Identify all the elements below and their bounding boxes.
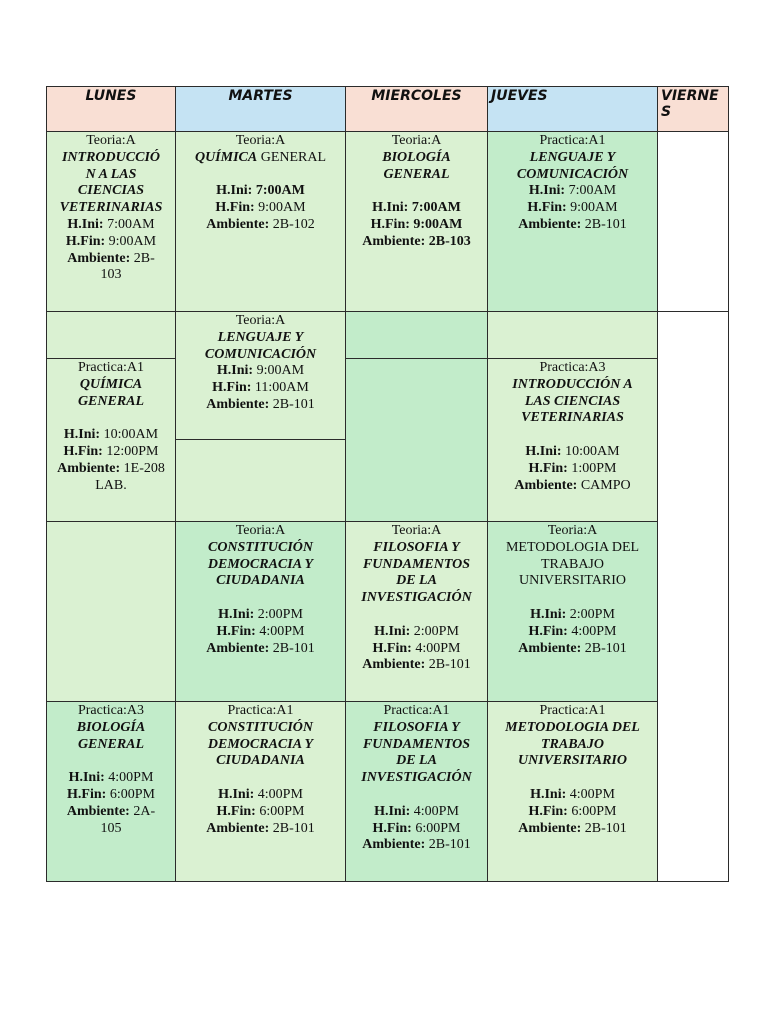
end-label: H.Fin: <box>372 820 412 836</box>
class-type: Practica:A3 <box>77 703 145 718</box>
room-continued: LAB. <box>95 477 127 493</box>
room <box>488 821 657 838</box>
start-label: H.Ini: <box>216 183 253 199</box>
course-name-line: TRABAJO <box>540 736 604 752</box>
start-label: H.Ini: <box>216 363 254 379</box>
start-value: 4:00PM <box>108 770 154 786</box>
start-label: H.Ini: <box>63 427 101 443</box>
start-value: 9:00AM <box>256 363 305 379</box>
end-time <box>176 380 345 397</box>
header-lunes: LUNES <box>46 86 176 132</box>
class-type: Practica:A1 <box>227 703 294 718</box>
course-name-line: FILOSOFIA Y <box>373 719 460 735</box>
end-time <box>346 217 487 234</box>
start-label: H.Ini: <box>372 200 409 216</box>
start-label: H.Ini: <box>218 606 255 622</box>
room-label: Ambiente: <box>206 820 270 836</box>
end-value: 9:00AM <box>108 233 157 249</box>
course-name-line: LENGUAJE Y <box>217 329 304 345</box>
room-value: 2A- <box>133 803 156 819</box>
start-time <box>176 607 345 624</box>
martes-empty-1 <box>175 439 346 522</box>
start-time <box>47 427 175 444</box>
start-value: 10:00AM <box>565 443 620 459</box>
header-jueves: JUEVES <box>487 86 658 132</box>
room-value: 2B-101 <box>584 640 627 656</box>
course-name-line: TRABAJO <box>540 556 604 572</box>
course-name-line: BIOLOGÍA <box>76 719 146 735</box>
start-label: H.Ini: <box>67 216 104 232</box>
class-type: Teoria:A <box>391 133 442 148</box>
end-value: 11:00AM <box>254 380 309 396</box>
course-name-line: DEMOCRACIA Y <box>207 556 314 572</box>
end-label: H.Fin: <box>63 443 103 459</box>
course-name-line: FUNDAMENTOS <box>362 736 471 752</box>
end-value: 4:00PM <box>415 640 461 656</box>
room <box>346 657 487 674</box>
course-name <box>176 150 345 167</box>
end-time <box>176 624 345 641</box>
viernes-empty-1 <box>657 131 729 312</box>
jueves-class-1 <box>487 131 658 312</box>
end-time <box>488 624 657 641</box>
end-label: H.Fin: <box>372 640 412 656</box>
header-viernes-line2: S <box>661 104 672 120</box>
start-value: 7:00AM <box>107 216 155 232</box>
end-label: H.Fin: <box>370 216 410 232</box>
start-time <box>488 607 657 624</box>
course-name-line: DE LA <box>396 753 437 769</box>
end-time <box>346 641 487 658</box>
room <box>346 837 487 854</box>
end-value: 9:00AM <box>570 200 618 216</box>
martes-class-1 <box>175 131 346 312</box>
course-name-line: GENERAL <box>383 166 450 182</box>
start-label: H.Ini: <box>68 770 105 786</box>
start-value: 7:00AM <box>411 200 461 216</box>
start-label: H.Ini: <box>530 606 567 622</box>
room-value: 1E-208 <box>123 460 165 476</box>
lunes-class-1 <box>46 131 176 312</box>
end-label: H.Fin: <box>216 623 256 639</box>
start-time <box>47 217 175 234</box>
start-value: 2:00PM <box>257 606 303 622</box>
course-name-line: COMUNICACIÓN <box>204 346 317 362</box>
course-name-line: UNIVERSITARIO <box>519 573 626 589</box>
lunes-class-2 <box>46 358 176 522</box>
start-time <box>176 363 345 380</box>
room <box>176 217 345 234</box>
end-time <box>176 804 345 821</box>
start-value: 4:00PM <box>569 786 615 802</box>
lunes-empty-1 <box>46 311 176 359</box>
course-name-line: INVESTIGACIÓN <box>361 590 472 606</box>
course-name-line: GENERAL <box>77 736 145 752</box>
room <box>488 217 657 234</box>
room-label: Ambiente: <box>66 803 130 819</box>
start-value: 7:00AM <box>568 183 617 199</box>
course-name-part: GENERAL <box>260 149 327 165</box>
class-type: Teoria:A <box>86 133 136 148</box>
end-time <box>47 234 175 251</box>
lunes-class-3 <box>46 701 176 882</box>
start-value: 4:00PM <box>413 803 459 819</box>
end-value: 6:00PM <box>415 820 461 836</box>
lunes-empty-2 <box>46 521 176 702</box>
miercoles-empty-2 <box>345 358 488 522</box>
room-value: 2B-101 <box>272 640 315 656</box>
start-value: 4:00PM <box>257 786 303 802</box>
course-name-line: VETERINARIAS <box>521 410 624 426</box>
class-type: Teoria:A <box>547 523 598 538</box>
room-value: 2B-101 <box>584 820 627 836</box>
room <box>176 821 345 838</box>
room-value: 2B-101 <box>272 820 315 836</box>
course-name-line: BIOLOGÍA <box>382 149 451 165</box>
course-name-line: CIUDADANIA <box>216 753 305 769</box>
room-label: Ambiente: <box>57 460 121 476</box>
end-label: H.Fin: <box>528 460 568 476</box>
course-name-line: QUÍMICA <box>79 376 143 392</box>
course-name-line: COMUNICACIÓN <box>516 166 629 182</box>
end-value: 9:00AM <box>413 216 463 232</box>
end-value: 12:00PM <box>106 443 159 459</box>
start-label: H.Ini: <box>218 786 255 802</box>
end-label: H.Fin: <box>528 803 568 819</box>
course-name-line: METODOLOGIA DEL <box>505 539 640 555</box>
end-time <box>47 444 175 461</box>
course-name-line: DE LA <box>396 573 437 589</box>
viernes-empty-2 <box>657 311 729 882</box>
start-time <box>488 444 657 461</box>
room-label: Ambiente: <box>518 640 582 656</box>
end-value: 4:00PM <box>571 623 617 639</box>
room-value: 2B- <box>133 250 155 266</box>
room-continued: 105 <box>100 820 122 836</box>
class-type: Practica:A1 <box>539 703 606 718</box>
course-name-line: METODOLOGIA DEL <box>505 719 640 735</box>
room-label: Ambiente: <box>514 477 578 493</box>
end-time <box>488 461 657 478</box>
martes-class-2 <box>175 311 346 440</box>
start-time <box>346 804 487 821</box>
course-name-line: UNIVERSITARIO <box>518 753 627 769</box>
start-value: 10:00AM <box>103 427 159 443</box>
class-type: Teoria:A <box>235 133 286 148</box>
start-time <box>488 787 657 804</box>
miercoles-empty-1 <box>345 311 488 359</box>
martes-class-3 <box>175 521 346 702</box>
course-name-line: INTRODUCCIÓN A <box>512 376 633 392</box>
course-name-line: CONSTITUCIÓN <box>207 539 313 555</box>
header-martes: MARTES <box>175 86 346 132</box>
start-time <box>176 183 345 200</box>
start-time <box>346 624 487 641</box>
end-value: 9:00AM <box>258 200 306 216</box>
class-type: Practica:A1 <box>77 360 145 375</box>
end-time <box>488 200 657 217</box>
room-label: Ambiente: <box>206 396 270 412</box>
end-label: H.Fin: <box>216 803 256 819</box>
end-time <box>346 821 487 838</box>
class-type: Practica:A3 <box>539 360 606 375</box>
end-label: H.Fin: <box>65 233 106 249</box>
end-value: 6:00PM <box>259 803 305 819</box>
room-label: Ambiente: <box>206 640 270 656</box>
room <box>176 641 345 658</box>
start-label: H.Ini: <box>374 803 411 819</box>
room <box>47 251 175 268</box>
room <box>488 641 657 658</box>
miercoles-class-1 <box>345 131 488 312</box>
room-value: 2B-101 <box>428 837 471 853</box>
room-label: Ambiente: <box>518 216 582 232</box>
room-label: Ambiente: <box>362 657 426 673</box>
start-label: H.Ini: <box>530 786 567 802</box>
end-value: 6:00PM <box>109 786 155 802</box>
course-name-line: FILOSOFIA Y <box>373 539 460 555</box>
room-continued: 103 <box>100 267 122 283</box>
room-label: Ambiente: <box>206 216 270 232</box>
course-name-line: CONSTITUCIÓN <box>207 719 313 735</box>
class-type: Practica:A1 <box>539 133 606 148</box>
room <box>346 234 487 251</box>
header-viernes <box>657 86 729 132</box>
room-label: Ambiente: <box>362 837 426 853</box>
room-label: Ambiente: <box>518 820 582 836</box>
class-type: Teoria:A <box>391 523 442 538</box>
end-value: 6:00PM <box>571 803 617 819</box>
course-name-line: N A LAS <box>85 166 137 182</box>
class-type: Practica:A1 <box>383 703 450 718</box>
course-name-line: INVESTIGACIÓN <box>361 770 472 786</box>
start-value: 7:00AM <box>255 183 305 199</box>
room <box>488 478 657 495</box>
course-name-line: LENGUAJE Y <box>529 149 616 165</box>
end-label: H.Fin: <box>527 200 567 216</box>
end-label: H.Fin: <box>528 623 568 639</box>
end-value: 1:00PM <box>571 460 617 476</box>
end-value: 4:00PM <box>259 623 305 639</box>
header-viernes-line1: VIERNE <box>661 88 719 104</box>
room <box>47 461 175 478</box>
end-label: H.Fin: <box>212 380 252 396</box>
start-time <box>488 183 657 200</box>
course-name-line: CIUDADANIA <box>216 573 305 589</box>
start-label: H.Ini: <box>374 623 411 639</box>
course-name-line: DEMOCRACIA Y <box>207 736 314 752</box>
room-label: Ambiente: <box>67 250 131 266</box>
martes-class-4 <box>175 701 346 882</box>
start-value: 2:00PM <box>569 606 615 622</box>
room-value: 2B-102 <box>272 216 315 232</box>
start-time <box>346 200 487 217</box>
start-label: H.Ini: <box>525 443 562 459</box>
miercoles-class-3 <box>345 701 488 882</box>
end-time <box>47 787 175 804</box>
jueves-class-3 <box>487 521 658 702</box>
end-label: H.Fin: <box>215 200 255 216</box>
class-type: Teoria:A <box>235 313 286 328</box>
header-miercoles: MIERCOLES <box>345 86 488 132</box>
jueves-class-4 <box>487 701 658 882</box>
class-type: Teoria:A <box>235 523 286 538</box>
miercoles-class-2 <box>345 521 488 702</box>
jueves-empty-1 <box>487 311 658 359</box>
course-name-part: QUÍMICA <box>194 149 258 165</box>
start-time <box>176 787 345 804</box>
jueves-class-2 <box>487 358 658 522</box>
course-name-line: INTRODUCCIÓ <box>61 149 160 165</box>
course-name-line: FUNDAMENTOS <box>362 556 471 572</box>
start-time <box>47 770 175 787</box>
start-value: 2:00PM <box>413 623 459 639</box>
room <box>47 804 175 821</box>
course-name-line: GENERAL <box>77 393 145 409</box>
end-time <box>176 200 345 217</box>
room-value: CAMPO <box>580 477 631 493</box>
room <box>176 397 345 414</box>
room-value: 2B-101 <box>584 216 627 232</box>
room-value: 2B-101 <box>272 396 315 412</box>
course-name-line: LAS CIENCIAS <box>524 393 621 409</box>
room-value: 2B-103 <box>428 233 471 249</box>
course-name-line: VETERINARIAS <box>59 200 163 216</box>
room-value: 2B-101 <box>428 657 471 673</box>
end-time <box>488 804 657 821</box>
end-label: H.Fin: <box>67 786 107 802</box>
start-label: H.Ini: <box>528 183 566 199</box>
course-name-line: CIENCIAS <box>77 183 145 199</box>
room-label: Ambiente: <box>362 233 426 249</box>
